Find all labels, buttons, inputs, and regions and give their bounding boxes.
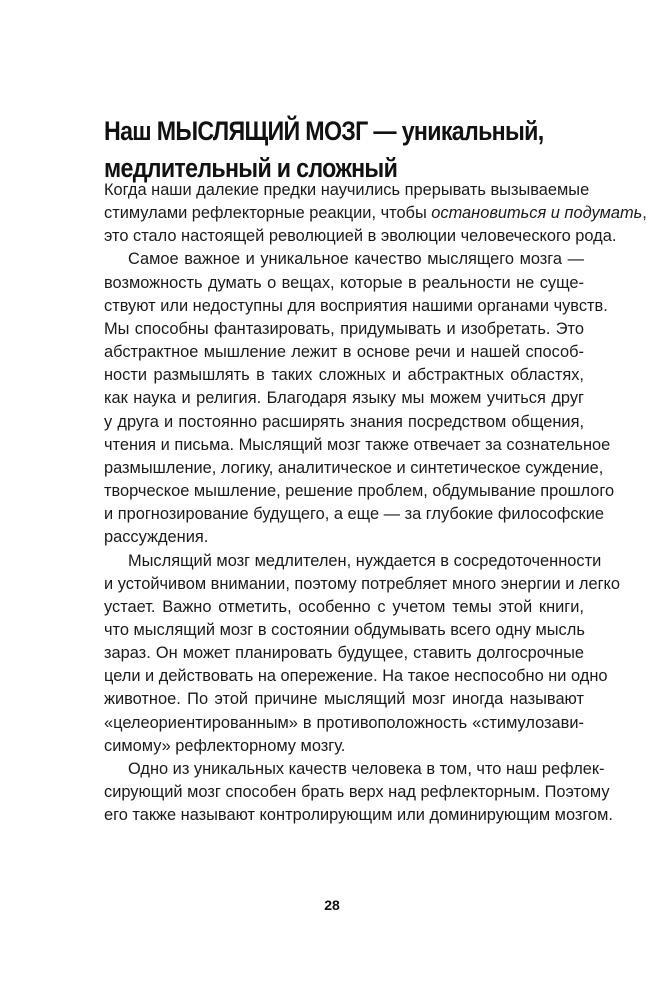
text-line: Самое важное и уникальное качество мыслящего мозга — — [128, 250, 584, 269]
text-line: рассуждения. — [104, 528, 209, 547]
text-line: ности размышлять в таких сложных и абстрактных областях, — [104, 366, 584, 385]
paragraph-2 — [104, 248, 615, 549]
paragraph-1 — [104, 179, 647, 248]
section-heading-line: медлительный и сложный — [104, 153, 398, 183]
text-line: симому» рефлекторному мозгу. — [104, 736, 346, 755]
text-run: стимулами рефлекторные реакции, чтобы — [104, 204, 432, 223]
page-number: 28 — [324, 897, 340, 913]
text-line: и устойчивом внимании, поэтому потребляет много энергии и легко — [104, 574, 621, 593]
section-heading — [104, 113, 544, 187]
text-line: Когда наши далекие предки научились прерывать вызываемые — [104, 181, 590, 199]
text-line: сирующий мозг способен брать верх над рефлекторным. Поэтому — [104, 783, 610, 802]
emphasis-text: остановиться и подумать — [431, 204, 643, 223]
text-line: что мыслящий мозг в состоянии обдумывать всего одну мысль — [104, 620, 585, 639]
text-line: чтения и письма. Мыслящий мозг также отвечает за сознательное — [104, 435, 611, 454]
text-line: животное. По этой причине мыслящий мозг иногда называют — [104, 690, 584, 709]
text-line: творческое мышление, решение проблем, обдумывание прошлого — [104, 482, 615, 501]
text-line: Мыслящий мозг медлителен, нуждается в сосредоточенности — [128, 551, 602, 570]
text-line: ствуют или недоступны для восприятия нашими органами чувств. — [104, 296, 608, 315]
text-line: как наука и религия. Благодаря языку мы можем учиться друг — [104, 389, 584, 408]
text-line: возможность думать о вещах, которые в реальности не суще- — [104, 273, 584, 292]
body-text — [104, 179, 647, 827]
text-line: размышление, логику, аналитическое и синтетическое суждение, — [104, 458, 604, 477]
text-line: зараз. Он может планировать будущее, ставить долгосрочные — [104, 644, 584, 663]
paragraph-3 — [104, 550, 621, 758]
text-line — [104, 202, 647, 225]
text-line: цели и действовать на опережение. На такое неспособно ни одно — [104, 667, 608, 686]
text-line: устает. Важно отметить, особенно с учетом темы этой книги, — [104, 597, 584, 616]
text-line: это стало настоящей революцией в эволюции человеческого рода. — [104, 227, 617, 246]
text-line: абстрактное мышление лежит в основе речи и нашей способ- — [104, 343, 584, 362]
text-line: его также называют контролирующим или доминирующим мозгом. — [104, 806, 613, 825]
paragraph-4 — [104, 758, 613, 827]
text-line: и прогнозирование будущего, а еще — за глубокие философские — [104, 505, 604, 524]
section-heading-line: Наш МЫСЛЯЩИЙ МОЗГ — уникальный, — [104, 116, 544, 146]
text-run: , — [642, 204, 647, 223]
text-line: у друга и постоянно расширять знания посредством общения, — [104, 412, 584, 431]
text-line: Мы способны фантазировать, придумывать и изобретать. Это — [104, 319, 584, 338]
text-line: «целеориентированным» в противоположность «стимулозави- — [104, 713, 584, 732]
text-line: Одно из уникальных качеств человека в том, что наш рефлек- — [128, 759, 605, 778]
